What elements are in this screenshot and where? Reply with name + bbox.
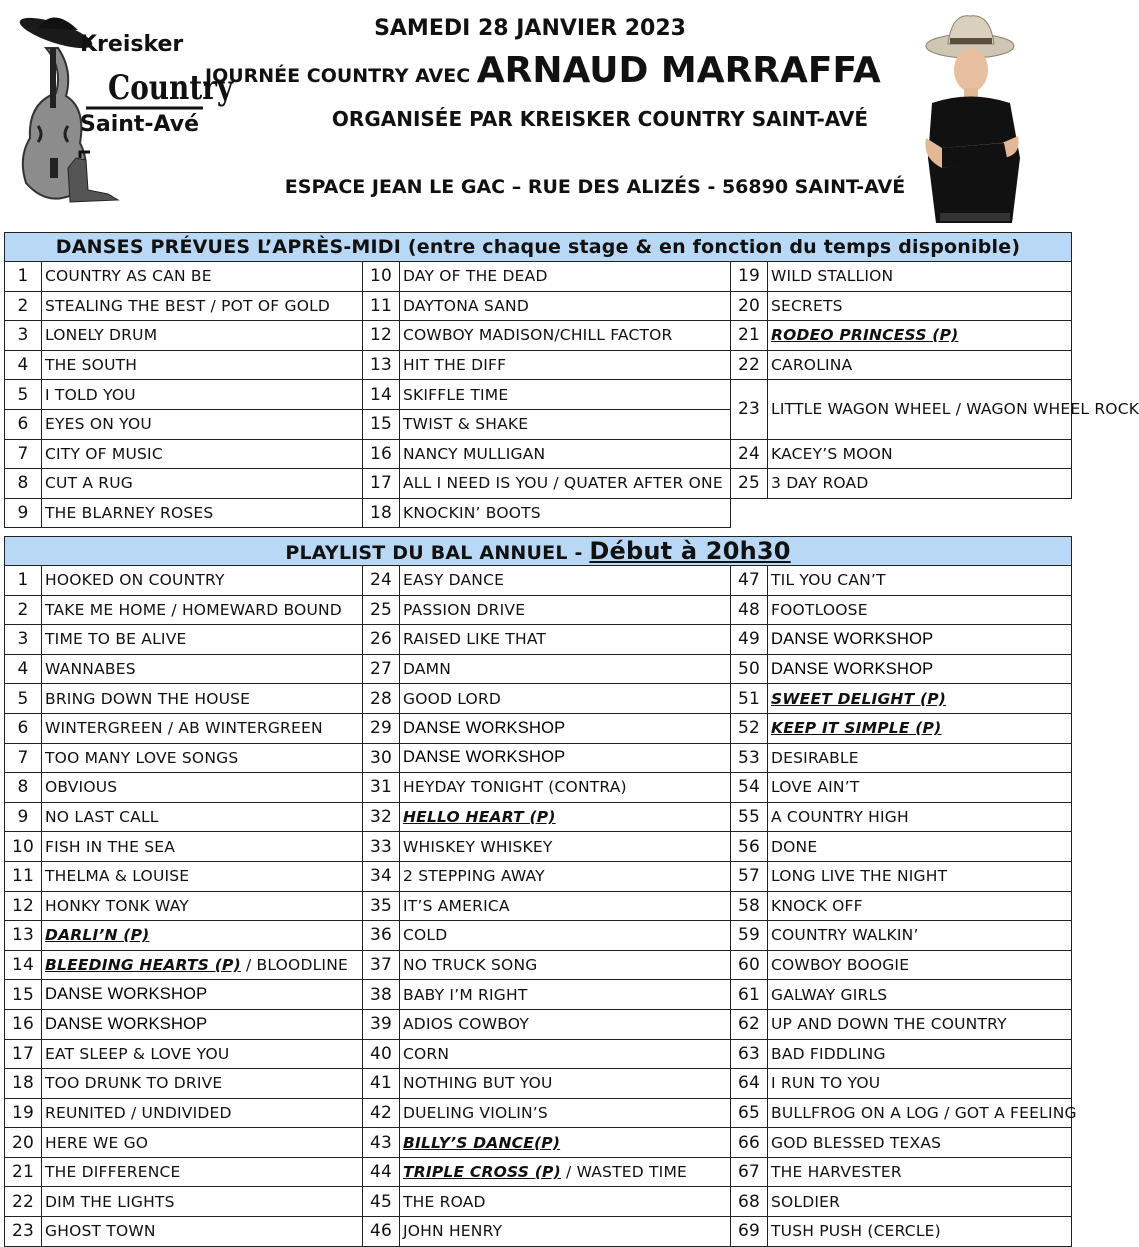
playlist-number: 31	[363, 773, 400, 803]
playlist-dance-name: HONKY TONK WAY	[42, 891, 363, 921]
afternoon-row	[5, 380, 1072, 410]
playlist-dance-name: PASSION DRIVE	[400, 595, 731, 625]
playlist-number: 13	[5, 921, 42, 951]
playlist-dance-name: IT’S AMERICA	[400, 891, 731, 921]
flyer-header	[0, 0, 1080, 228]
playlist-dance-name	[400, 1128, 731, 1158]
playlist-number: 39	[363, 1009, 400, 1039]
ball-playlist-table	[4, 536, 1077, 1247]
playlist-dance-name: FOOTLOOSE	[768, 595, 1072, 625]
playlist-number: 48	[731, 595, 768, 625]
playlist-dance-name	[768, 713, 1072, 743]
afternoon-row	[5, 262, 1072, 292]
playlist-number: 29	[363, 713, 400, 743]
playlist-dance-name: 2 STEPPING AWAY	[400, 861, 731, 891]
playlist-row	[5, 743, 1072, 773]
playlist-row	[5, 625, 1072, 655]
playlist-number: 64	[731, 1069, 768, 1099]
dance-number: 24	[731, 439, 768, 469]
playlist-dance-name: GOD BLESSED TEXAS	[768, 1128, 1072, 1158]
dance-number: 15	[363, 409, 400, 439]
partner-dance-name: BILLY’S DANCE(P)	[403, 1133, 561, 1152]
dance-name: 3 DAY ROAD	[768, 469, 1072, 499]
dance-name: THE BLARNEY ROSES	[42, 498, 363, 528]
playlist-dance-name: KNOCK OFF	[768, 891, 1072, 921]
playlist-number: 18	[5, 1069, 42, 1099]
playlist-row	[5, 1039, 1072, 1069]
playlist-dance-name: ADIOS COWBOY	[400, 1009, 731, 1039]
playlist-dance-name	[768, 654, 1072, 684]
afternoon-row	[5, 321, 1072, 351]
playlist-dance-name: I RUN TO YOU	[768, 1069, 1072, 1099]
workshop-label: DANSE WORKSHOP	[771, 629, 934, 648]
empty-cell	[731, 498, 1072, 528]
dance-name: DAYTONA SAND	[400, 291, 731, 321]
playlist-dance-name	[400, 1157, 731, 1187]
afternoon-dances-title: DANSES PRÉVUES L’APRÈS-MIDI (entre chaque stage & en fonction du temps disponible)	[5, 233, 1072, 262]
playlist-dance-name: HOOKED ON COUNTRY	[42, 566, 363, 596]
playlist-dance-name	[42, 980, 363, 1010]
dance-number: 25	[731, 469, 768, 499]
playlist-dance-name	[400, 743, 731, 773]
dance-name: I TOLD YOU	[42, 380, 363, 410]
playlist-number: 41	[363, 1069, 400, 1099]
playlist-number: 8	[5, 773, 42, 803]
playlist-dance-name: WHISKEY WHISKEY	[400, 832, 731, 862]
playlist-row	[5, 684, 1072, 714]
playlist-dance-name: THE ROAD	[400, 1187, 731, 1217]
cowboy-portrait-icon	[912, 8, 1032, 226]
playlist-row	[5, 773, 1072, 803]
playlist-dance-name: DUELING VIOLIN’S	[400, 1098, 731, 1128]
playlist-dance-name: DONE	[768, 832, 1072, 862]
playlist-number: 58	[731, 891, 768, 921]
playlist-dance-name: COUNTRY WALKIN’	[768, 921, 1072, 951]
dance-number: 4	[5, 350, 42, 380]
dance-name: KNOCKIN’ BOOTS	[400, 498, 731, 528]
playlist-dance-name: SOLDIER	[768, 1187, 1072, 1217]
playlist-number: 53	[731, 743, 768, 773]
partner-dance-name: SWEET DELIGHT (P)	[771, 689, 947, 708]
playlist-number: 67	[731, 1157, 768, 1187]
playlist-number: 24	[363, 566, 400, 596]
playlist-dance-name: TOO DRUNK TO DRIVE	[42, 1069, 363, 1099]
playlist-dance-name: DIM THE LIGHTS	[42, 1187, 363, 1217]
playlist-dance-name: OBVIOUS	[42, 773, 363, 803]
playlist-number: 15	[5, 980, 42, 1010]
dance-name	[768, 321, 1072, 351]
afternoon-dances-table	[4, 232, 1139, 528]
dance-number: 14	[363, 380, 400, 410]
playlist-number: 12	[5, 891, 42, 921]
playlist-row	[5, 1098, 1072, 1128]
playlist-dance-name: COLD	[400, 921, 731, 951]
dance-name: ALL I NEED IS YOU / QUATER AFTER ONE	[400, 469, 731, 499]
event-title-prefix: JOURNÉE COUNTRY AVEC	[205, 65, 477, 87]
playlist-dance-name: BULLFROG ON A LOG / GOT A FEELING	[768, 1098, 1072, 1128]
playlist-number: 26	[363, 625, 400, 655]
playlist-dance-name: TIL YOU CAN’T	[768, 566, 1072, 596]
dance-name: SECRETS	[768, 291, 1072, 321]
playlist-dance-name: LOVE AIN’T	[768, 773, 1072, 803]
playlist-dance-name	[42, 950, 363, 980]
organizer: ORGANISÉE PAR KREISKER COUNTRY SAINT-AVÉ	[331, 107, 869, 131]
playlist-number: 34	[363, 861, 400, 891]
dance-number: 19	[731, 262, 768, 292]
playlist-dance-name: GHOST TOWN	[42, 1217, 363, 1247]
playlist-dance-name: NO LAST CALL	[42, 802, 363, 832]
afternoon-row	[5, 439, 1072, 469]
dance-name: CITY OF MUSIC	[42, 439, 363, 469]
partner-dance-name: BLEEDING HEARTS (P)	[45, 956, 241, 975]
playlist-row	[5, 1009, 1072, 1039]
workshop-label: DANSE WORKSHOP	[403, 748, 566, 767]
artist-name: ARNAUD MARRAFFA	[476, 50, 881, 91]
playlist-number: 57	[731, 861, 768, 891]
playlist-dance-name: BRING DOWN THE HOUSE	[42, 684, 363, 714]
dance-name: LITTLE WAGON WHEEL / WAGON WHEEL ROCK	[768, 380, 1072, 439]
playlist-number: 52	[731, 713, 768, 743]
dance-name: SKIFFLE TIME	[400, 380, 731, 410]
playlist-dance-name	[768, 684, 1072, 714]
playlist-number: 16	[5, 1009, 42, 1039]
playlist-dance-name: NO TRUCK SONG	[400, 950, 731, 980]
dance-number: 5	[5, 380, 42, 410]
dance-number: 16	[363, 439, 400, 469]
playlist-number: 6	[5, 713, 42, 743]
logo-text-saint-ave: Saint-Avé	[80, 112, 200, 137]
playlist-number: 42	[363, 1098, 400, 1128]
playlist-number: 36	[363, 921, 400, 951]
dance-number: 17	[363, 469, 400, 499]
playlist-number: 10	[5, 832, 42, 862]
partner-dance-name: KEEP IT SIMPLE (P)	[771, 719, 942, 738]
playlist-dance-name: FISH IN THE SEA	[42, 832, 363, 862]
dance-number: 8	[5, 469, 42, 499]
playlist-dance-name: UP AND DOWN THE COUNTRY	[768, 1009, 1072, 1039]
dance-number: 13	[363, 350, 400, 380]
playlist-number: 14	[5, 950, 42, 980]
dance-number: 23	[731, 380, 768, 439]
playlist-number: 62	[731, 1009, 768, 1039]
playlist-row	[5, 566, 1072, 596]
partner-dance-name: TRIPLE CROSS (P)	[403, 1163, 561, 1182]
partner-dance-name: RODEO PRINCESS (P)	[771, 326, 959, 345]
playlist-dance-name: WANNABES	[42, 654, 363, 684]
playlist-number: 35	[363, 891, 400, 921]
playlist-dance-name: COWBOY BOOGIE	[768, 950, 1072, 980]
playlist-dance-name: DESIRABLE	[768, 743, 1072, 773]
playlist-number: 65	[731, 1098, 768, 1128]
playlist-number: 33	[363, 832, 400, 862]
playlist-start-time: Début à 20h30	[589, 537, 791, 565]
playlist-number: 9	[5, 802, 42, 832]
playlist-number: 32	[363, 802, 400, 832]
dance-name: NANCY MULLIGAN	[400, 439, 731, 469]
playlist-dance-name: THE DIFFERENCE	[42, 1157, 363, 1187]
playlist-dance-name: TIME TO BE ALIVE	[42, 625, 363, 655]
dance-alt-name: / WASTED TIME	[560, 1163, 688, 1182]
event-date: SAMEDI 28 JANVIER 2023	[374, 16, 686, 41]
playlist-number: 17	[5, 1039, 42, 1069]
afternoon-row	[5, 350, 1072, 380]
playlist-title	[5, 537, 1072, 566]
workshop-label: DANSE WORKSHOP	[771, 659, 934, 678]
playlist-number: 5	[5, 684, 42, 714]
dance-number: 10	[363, 262, 400, 292]
playlist-number: 28	[363, 684, 400, 714]
playlist-title-label: PLAYLIST DU BAL ANNUEL -	[285, 542, 590, 564]
dance-name: KACEY’S MOON	[768, 439, 1072, 469]
workshop-label: DANSE WORKSHOP	[45, 985, 208, 1004]
workshop-label: DANSE WORKSHOP	[403, 718, 566, 737]
playlist-number: 20	[5, 1128, 42, 1158]
playlist-row	[5, 950, 1072, 980]
afternoon-row	[5, 498, 1072, 528]
playlist-number: 46	[363, 1217, 400, 1247]
playlist-dance-name	[768, 625, 1072, 655]
dance-alt-name: / BLOODLINE	[240, 956, 348, 975]
dance-number: 6	[5, 409, 42, 439]
dance-name: COUNTRY AS CAN BE	[42, 262, 363, 292]
playlist-row	[5, 1128, 1072, 1158]
playlist-number: 3	[5, 625, 42, 655]
playlist-number: 30	[363, 743, 400, 773]
playlist-dance-name: REUNITED / UNDIVIDED	[42, 1098, 363, 1128]
dance-name: STEALING THE BEST / POT OF GOLD	[42, 291, 363, 321]
dance-name: CAROLINA	[768, 350, 1072, 380]
dance-number: 11	[363, 291, 400, 321]
dance-number: 9	[5, 498, 42, 528]
playlist-dance-name: DAMN	[400, 654, 731, 684]
playlist-number: 4	[5, 654, 42, 684]
dance-name: CUT A RUG	[42, 469, 363, 499]
playlist-row	[5, 802, 1072, 832]
afternoon-row	[5, 291, 1072, 321]
dance-number: 1	[5, 262, 42, 292]
playlist-number: 45	[363, 1187, 400, 1217]
playlist-dance-name: TOO MANY LOVE SONGS	[42, 743, 363, 773]
playlist-number: 7	[5, 743, 42, 773]
playlist-number: 1	[5, 566, 42, 596]
playlist-dance-name: EASY DANCE	[400, 566, 731, 596]
playlist-number: 38	[363, 980, 400, 1010]
playlist-number: 63	[731, 1039, 768, 1069]
playlist-row	[5, 1069, 1072, 1099]
playlist-number: 43	[363, 1128, 400, 1158]
playlist-number: 25	[363, 595, 400, 625]
playlist-number: 11	[5, 861, 42, 891]
workshop-label: DANSE WORKSHOP	[45, 1014, 208, 1033]
playlist-number: 44	[363, 1157, 400, 1187]
playlist-dance-name: RAISED LIKE THAT	[400, 625, 731, 655]
playlist-row	[5, 595, 1072, 625]
dance-number: 22	[731, 350, 768, 380]
playlist-dance-name	[42, 1009, 363, 1039]
playlist-row	[5, 1217, 1072, 1247]
playlist-number: 21	[5, 1157, 42, 1187]
dance-name: EYES ON YOU	[42, 409, 363, 439]
logo-text-kreisker: Kreisker	[80, 32, 184, 57]
playlist-number: 19	[5, 1098, 42, 1128]
playlist-row	[5, 1187, 1072, 1217]
dance-name: COWBOY MADISON/CHILL FACTOR	[400, 321, 731, 351]
playlist-number: 54	[731, 773, 768, 803]
dance-name: HIT THE DIFF	[400, 350, 731, 380]
playlist-row	[5, 1157, 1072, 1187]
playlist-number: 27	[363, 654, 400, 684]
playlist-dance-name: BABY I’M RIGHT	[400, 980, 731, 1010]
playlist-number: 47	[731, 566, 768, 596]
dance-number: 21	[731, 321, 768, 351]
playlist-number: 49	[731, 625, 768, 655]
playlist-row	[5, 921, 1072, 951]
playlist-number: 56	[731, 832, 768, 862]
partner-dance-name: DARLI’N (P)	[45, 926, 150, 945]
playlist-row	[5, 861, 1072, 891]
playlist-number: 51	[731, 684, 768, 714]
playlist-number: 61	[731, 980, 768, 1010]
dance-name: THE SOUTH	[42, 350, 363, 380]
playlist-dance-name: EAT SLEEP & LOVE YOU	[42, 1039, 363, 1069]
playlist-number: 23	[5, 1217, 42, 1247]
dance-name: LONELY DRUM	[42, 321, 363, 351]
playlist-number: 22	[5, 1187, 42, 1217]
playlist-dance-name: THE HARVESTER	[768, 1157, 1072, 1187]
playlist-number: 37	[363, 950, 400, 980]
playlist-dance-name: THELMA & LOUISE	[42, 861, 363, 891]
venue-address: ESPACE JEAN LE GAC – RUE DES ALIZÉS - 56890 SAINT-AVÉ	[284, 176, 906, 198]
dance-number: 12	[363, 321, 400, 351]
playlist-dance-name: BAD FIDDLING	[768, 1039, 1072, 1069]
playlist-dance-name: TUSH PUSH (CERCLE)	[768, 1217, 1072, 1247]
playlist-dance-name: TAKE ME HOME / HOMEWARD BOUND	[42, 595, 363, 625]
playlist-dance-name: NOTHING BUT YOU	[400, 1069, 731, 1099]
playlist-row	[5, 832, 1072, 862]
afternoon-row	[5, 469, 1072, 499]
playlist-dance-name: HEYDAY TONIGHT (CONTRA)	[400, 773, 731, 803]
playlist-row	[5, 713, 1072, 743]
playlist-dance-name: A COUNTRY HIGH	[768, 802, 1072, 832]
playlist-dance-name: CORN	[400, 1039, 731, 1069]
playlist-dance-name	[42, 921, 363, 951]
playlist-dance-name: GOOD LORD	[400, 684, 731, 714]
event-title	[205, 50, 881, 91]
dance-number: 7	[5, 439, 42, 469]
dance-number: 18	[363, 498, 400, 528]
playlist-number: 66	[731, 1128, 768, 1158]
dance-name: WILD STALLION	[768, 262, 1072, 292]
playlist-dance-name: HERE WE GO	[42, 1128, 363, 1158]
playlist-dance-name	[400, 713, 731, 743]
dance-number: 20	[731, 291, 768, 321]
dance-number: 2	[5, 291, 42, 321]
dance-name: DAY OF THE DEAD	[400, 262, 731, 292]
partner-dance-name: HELLO HEART (P)	[403, 808, 556, 827]
playlist-dance-name: LONG LIVE THE NIGHT	[768, 861, 1072, 891]
playlist-number: 68	[731, 1187, 768, 1217]
playlist-dance-name: WINTERGREEN / AB WINTERGREEN	[42, 713, 363, 743]
playlist-number: 40	[363, 1039, 400, 1069]
playlist-dance-name	[400, 802, 731, 832]
playlist-row	[5, 654, 1072, 684]
playlist-number: 50	[731, 654, 768, 684]
playlist-row	[5, 891, 1072, 921]
dance-number: 3	[5, 321, 42, 351]
playlist-dance-name: GALWAY GIRLS	[768, 980, 1072, 1010]
playlist-row	[5, 980, 1072, 1010]
playlist-number: 2	[5, 595, 42, 625]
playlist-number: 69	[731, 1217, 768, 1247]
dance-name: TWIST & SHAKE	[400, 409, 731, 439]
logo-text-country: Country	[108, 68, 234, 108]
playlist-dance-name: JOHN HENRY	[400, 1217, 731, 1247]
playlist-number: 60	[731, 950, 768, 980]
playlist-number: 59	[731, 921, 768, 951]
playlist-number: 55	[731, 802, 768, 832]
